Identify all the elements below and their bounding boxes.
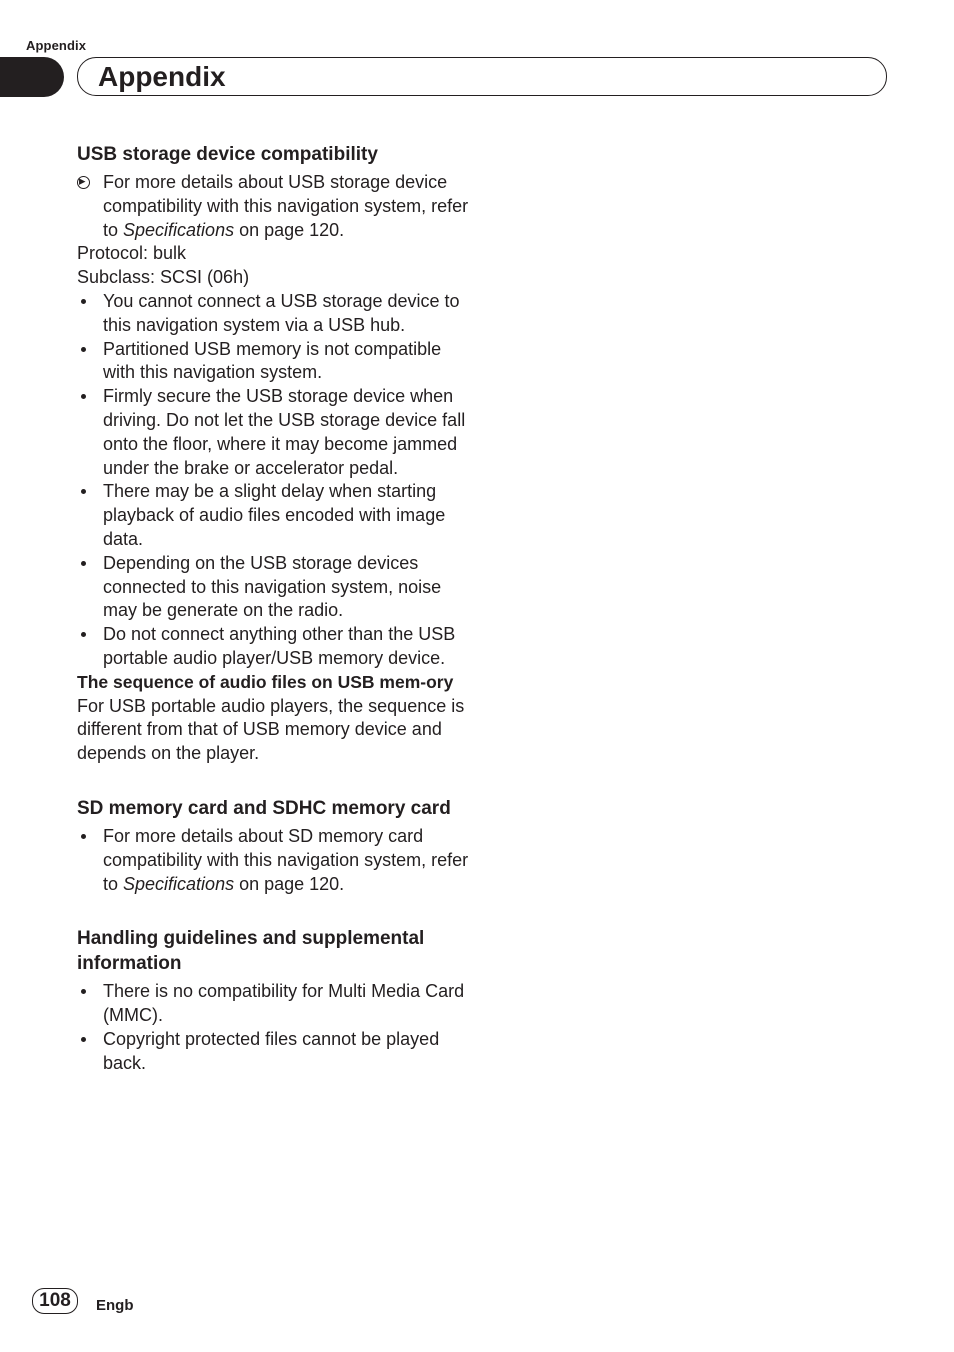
sd-ref-link: Specifications <box>123 873 235 894</box>
section-tab-marker <box>0 57 64 97</box>
running-head: Appendix <box>26 38 87 53</box>
handling-section-heading: Handling guidelines and supplemental information <box>77 928 425 975</box>
usb-ref-link: Specifications <box>123 219 235 240</box>
usb-protocol: Protocol: bulk <box>77 243 187 264</box>
usb-subclass: Subclass: SCSI (06h) <box>77 267 250 288</box>
title-bar <box>77 57 887 96</box>
handling-bullet-list <box>77 980 472 1075</box>
list-item: Depending on the USB storage devices connected to this navigation system, noise may be generate on the radio. <box>77 552 472 623</box>
page-title: Appendix <box>98 61 226 92</box>
list-item: There may be a slight delay when starting playback of audio files encoded with image data. <box>77 480 472 551</box>
usb-sequence-subheading: The sequence of audio files on USB mem-ory <box>77 671 454 692</box>
list-item: Copyright protected files cannot be played back. <box>77 1028 472 1076</box>
list-item: Firmly secure the USB storage device when driving. Do not let the USB storage device fall onto the floor, where it may become jammed under the brake or accelerator pedal. <box>77 385 472 480</box>
list-item: There is no compatibility for Multi Media Card (MMC). <box>77 980 472 1028</box>
list-item <box>77 825 472 896</box>
sd-section-heading: SD memory card and SDHC memory card <box>77 797 451 819</box>
main-column <box>77 142 472 1076</box>
usb-bullet-list <box>77 290 472 671</box>
arrow-circle-icon <box>77 176 90 189</box>
usb-ref-suffix: on page 120. <box>234 219 345 240</box>
list-item: Do not connect anything other than the USB portable audio player/USB memory device. <box>77 623 472 671</box>
list-item: You cannot connect a USB storage device to this navigation system via a USB hub. <box>77 290 472 338</box>
page-number: 108 <box>32 1288 78 1314</box>
usb-section-heading: USB storage device compatibility <box>77 144 378 165</box>
sd-ref-prefix: For more details about SD memory card compatibility with this navigation system, refer to <box>103 825 469 894</box>
sd-bullet-list <box>77 825 472 896</box>
language-code: Engb <box>96 1297 134 1314</box>
sd-ref-suffix: on page 120. <box>234 873 345 894</box>
usb-ref-prefix: For more details about USB storage device compatibility with this navigation system, refer to <box>103 172 469 240</box>
usb-sequence-body: For USB portable audio players, the sequence is different from that of USB memory device and depends on the player. <box>77 695 465 764</box>
usb-reference-list <box>77 171 472 242</box>
list-item: Partitioned USB memory is not compatible with this navigation system. <box>77 338 472 386</box>
usb-reference-item <box>77 171 472 242</box>
